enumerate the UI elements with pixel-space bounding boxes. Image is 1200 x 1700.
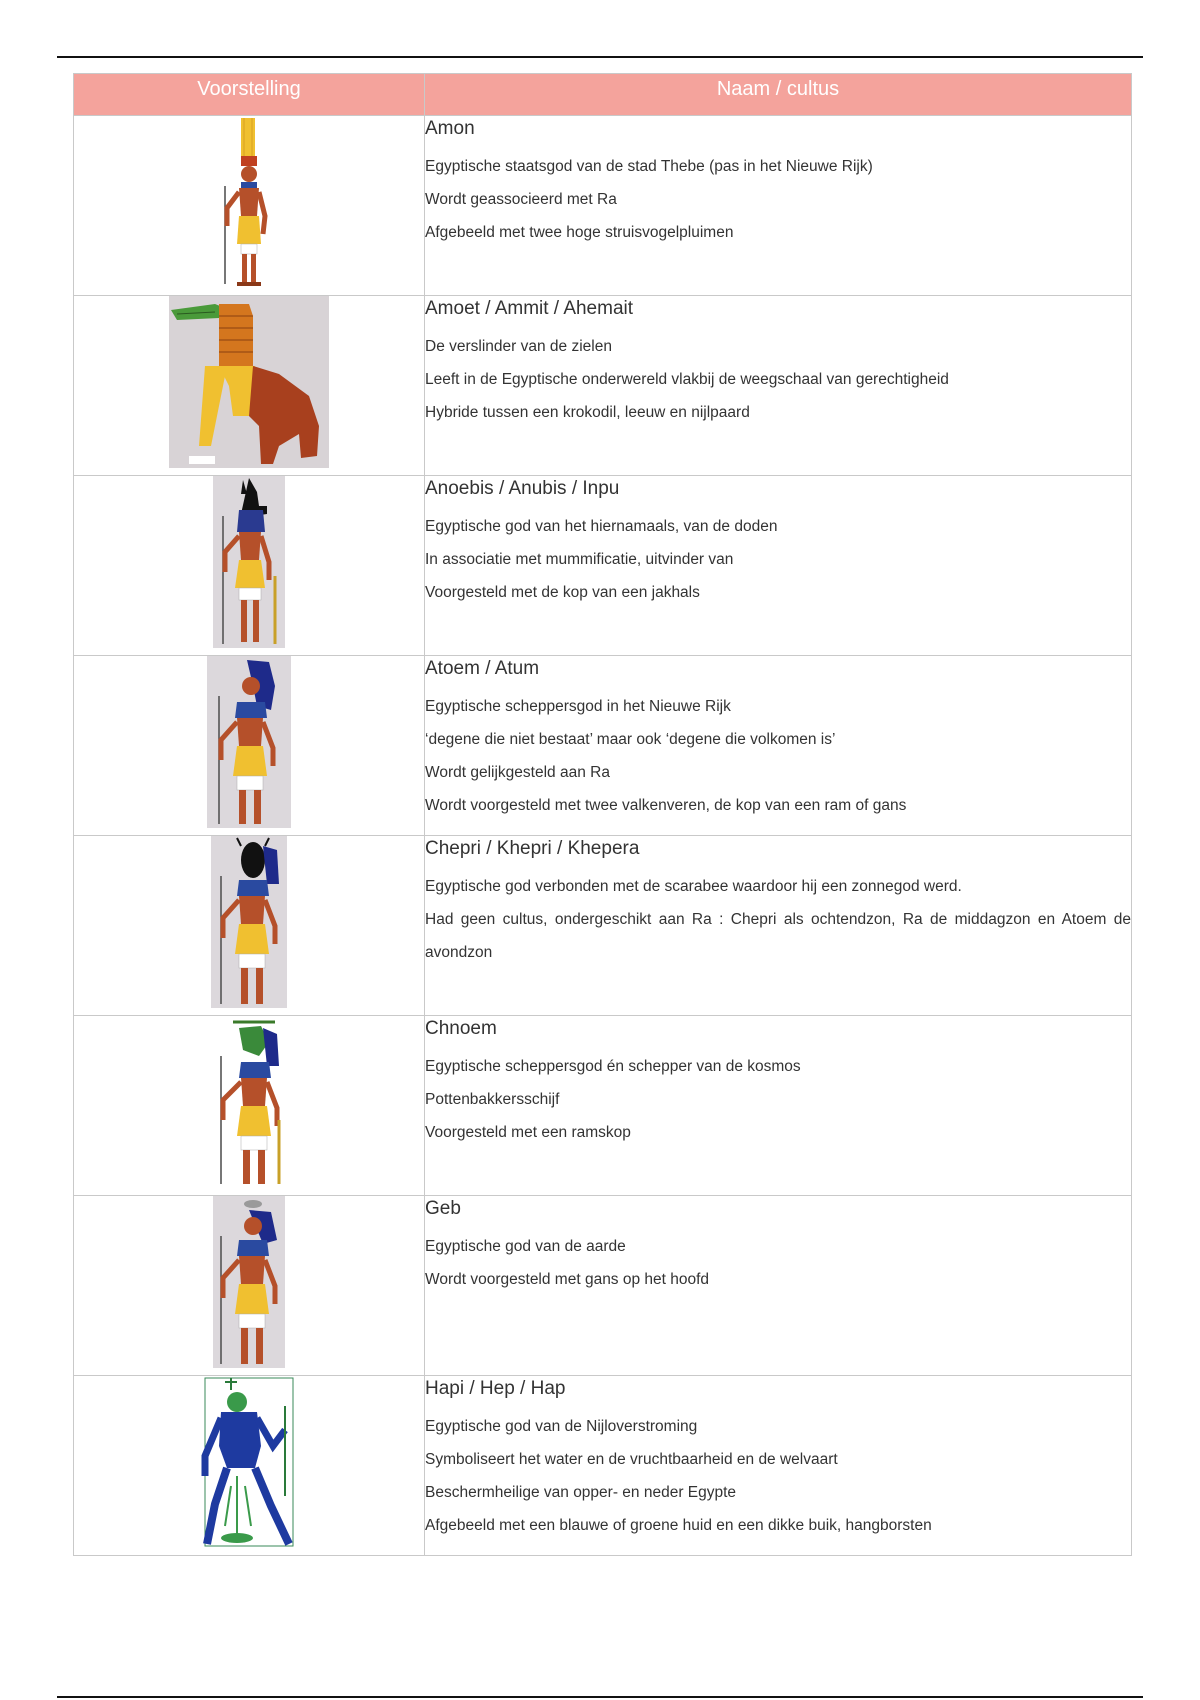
- god-name: Amon: [425, 118, 475, 139]
- description-line: Hybride tussen een krokodil, leeuw en nijlpaard: [425, 404, 750, 421]
- text-cell: [425, 1016, 1132, 1196]
- table-row: [74, 656, 1132, 836]
- description-line: Egyptische staatsgod van de stad Thebe (pas in het Nieuwe Rijk): [425, 158, 873, 175]
- image-cell: [74, 116, 425, 296]
- text-cell: [425, 476, 1132, 656]
- text-cell: [425, 1196, 1132, 1376]
- header-voorstelling: Voorstelling: [74, 74, 425, 116]
- table-row: [74, 1016, 1132, 1196]
- description-line: Leeft in de Egyptische onderwereld vlakbij de weegschaal van gerechtigheid: [425, 371, 949, 388]
- header-row: [74, 74, 1132, 116]
- page-bottom-rule: [57, 1696, 1143, 1698]
- god-name: Hapi / Hep / Hap: [425, 1378, 566, 1399]
- gods-table: [73, 73, 1132, 1556]
- anubis-figure: [213, 476, 285, 648]
- description-line: Afgebeeld met twee hoge struisvogelpluimen: [425, 224, 734, 241]
- table-row: [74, 116, 1132, 296]
- description-line: Egyptische scheppersgod in het Nieuwe Rijk: [425, 698, 731, 715]
- description-line: Egyptische god van de Nijloverstroming: [425, 1418, 698, 1435]
- god-name: Geb: [425, 1198, 461, 1219]
- page-top-rule: [57, 56, 1143, 58]
- image-cell: [74, 476, 425, 656]
- text-cell: [425, 656, 1132, 836]
- table-row: [74, 296, 1132, 476]
- table-row: [74, 836, 1132, 1016]
- khnum-figure: [213, 1016, 285, 1188]
- image-cell: [74, 836, 425, 1016]
- text-cell: [425, 836, 1132, 1016]
- description-line: Egyptische god van het hiernamaals, van de doden: [425, 518, 778, 535]
- god-name: Amoet / Ammit / Ahemait: [425, 298, 634, 319]
- description-line: De verslinder van de zielen: [425, 338, 612, 355]
- god-name: Chnoem: [425, 1018, 497, 1039]
- description-line: Voorgesteld met een ramskop: [425, 1124, 631, 1141]
- description-line: Beschermheilige van opper- en neder Egypte: [425, 1484, 737, 1501]
- image-cell: [74, 1376, 425, 1556]
- description-line: Pottenbakkersschijf: [425, 1091, 560, 1108]
- header-naam-cultus: Naam / cultus: [425, 74, 1132, 116]
- description-line: Egyptische god verbonden met de scarabee waardoor hij een zonnegod werd.: [425, 878, 962, 895]
- text-cell: [425, 1376, 1132, 1556]
- image-cell: [74, 1196, 425, 1376]
- god-name: Atoem / Atum: [425, 658, 540, 679]
- table-row: [74, 476, 1132, 656]
- description-line: In associatie met mummificatie, uitvinder van: [425, 551, 734, 568]
- text-cell: [425, 116, 1132, 296]
- god-name: Chepri / Khepri / Khepera: [425, 838, 640, 859]
- hapi-figure: [201, 1376, 297, 1548]
- description-line: Wordt gelijkgesteld aan Ra: [425, 764, 610, 781]
- description-line: ‘degene die niet bestaat’ maar ook ‘degene die volkomen is’: [425, 731, 836, 748]
- khepri-figure: [211, 836, 287, 1008]
- image-cell: [74, 656, 425, 836]
- atum-figure: [207, 656, 291, 828]
- image-cell: [74, 296, 425, 476]
- god-name: Anoebis / Anubis / Inpu: [425, 478, 620, 499]
- description-line: Wordt voorgesteld met gans op het hoofd: [425, 1271, 710, 1288]
- description-line: Had geen cultus, ondergeschikt aan Ra : Chepri als ochtendzon, Ra de middagzon en Atoem de avondzon: [425, 911, 1131, 961]
- text-cell: [425, 296, 1132, 476]
- description-line: Egyptische god van de aarde: [425, 1238, 626, 1255]
- description-line: Wordt geassocieerd met Ra: [425, 191, 617, 208]
- description-line: Afgebeeld met een blauwe of groene huid en een dikke buik, hangborsten: [425, 1517, 932, 1534]
- image-cell: [74, 1016, 425, 1196]
- ammit-figure: [169, 296, 329, 468]
- description-line: Egyptische scheppersgod én schepper van de kosmos: [425, 1058, 801, 1075]
- geb-figure: [213, 1196, 285, 1368]
- description-line: Wordt voorgesteld met twee valkenveren, de kop van een ram of gans: [425, 797, 907, 814]
- description-line: Symboliseert het water en de vruchtbaarheid en de welvaart: [425, 1451, 838, 1468]
- table-row: [74, 1196, 1132, 1376]
- description-line: Voorgesteld met de kop van een jakhals: [425, 584, 700, 601]
- table-row: [74, 1376, 1132, 1556]
- amon-figure: [219, 116, 279, 288]
